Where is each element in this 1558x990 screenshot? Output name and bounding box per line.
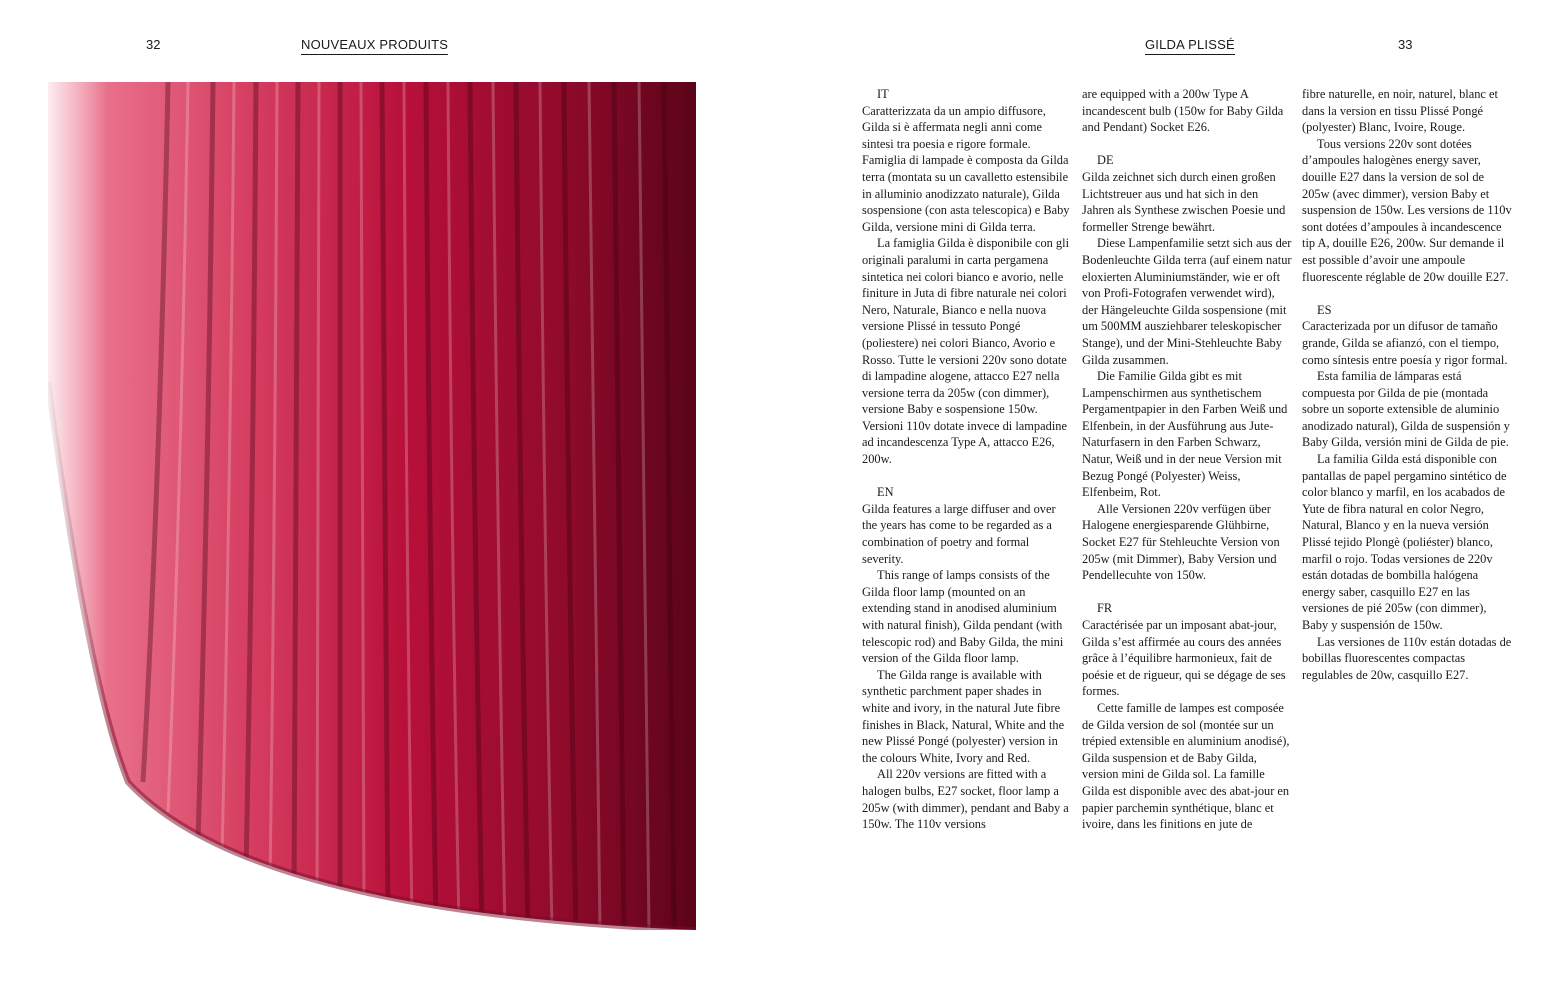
lang-heading-fr: FR: [1097, 601, 1113, 616]
de-paragraph-2: Diese Lampenfamilie setzt sich aus der Bodenleuchte Gilda terra (auf einem natur eloxierten Aluminiumständer, wie er oft von Profi-Fotografen verwendet wird), der Hängeleuchte Gilda sospensione (mit um 500MM ausziehbarer teleskopischer Stange), und der Mini-Stehleuchte Baby Gilda zusammen.: [1082, 236, 1292, 367]
page-number-left: 32: [146, 37, 161, 52]
fr-paragraph-2: Cette famille de lampes est composée de Gilda version de sol (montée sur un trépied extensible en aluminium anodisé), Gilda suspension et de Baby Gilda, version mini de Gilda sol. La famille Gilda est disponible avec des abat-jour en papier parchemin synthétique, blanc et ivoire, dans les finitions en jute de: [1082, 700, 1290, 832]
lang-heading-en: EN: [877, 485, 894, 500]
lang-heading-es: ES: [1317, 302, 1332, 317]
lampshade-photo: [48, 82, 696, 930]
section-title-left: NOUVEAUX PRODUITS: [301, 37, 448, 55]
es-paragraph-3: La familia Gilda está disponible con pantallas de papel pergamino sintético de color blanco y marfil, en los acabados de Yute de fibra natural en color Negro, Natural, Blanco y en la nueva versión Plissé tejido Plongè (poliéster) blanco, marfil o rojo. Todas versiones de 220v están dotadas de bombilla halógena energy saber, casquillo E27 en las versiones de pié 205w (con dimmer), Baby y suspensión de 150w.: [1302, 452, 1507, 632]
fr-paragraph-1: Caractérisée par un imposant abat-jour, Gilda s’est affirmée au cours des années grâce à l’équilibre harmonieux, fait de poésie et de rigueur, qui se dégage de ses formes.: [1082, 618, 1286, 699]
text-column-3: [1302, 86, 1512, 683]
en-paragraph-1: Gilda features a large diffuser and over the years has come to be regarded as a combination of poetry and formal severity.: [862, 501, 1056, 566]
text-column-2: [1082, 86, 1292, 833]
fr-paragraph-2-cont: fibre naturelle, en noir, naturel, blanc et dans la version en tissu Plissé Pongé (polyester) Blanc, Ivoire, Rouge.: [1302, 87, 1498, 135]
de-paragraph-1: Gilda zeichnet sich durch einen großen Lichtstreuer aus und hat sich in den Jahren als Synthese zwischen Poesie und formeller Strenge bewährt.: [1082, 169, 1286, 234]
en-paragraph-4: All 220v versions are fitted with a halogen bulbs, E27 socket, floor lamp a 205w (with dimmer), pendant and Baby a 150w. The 110v versions: [862, 767, 1069, 832]
en-paragraph-3: The Gilda range is available with synthetic parchment paper shades in white and ivory, in the natural Jute fibre finishes in Black, Natural, White and the new Plissé Pongé (polyester) version in the colours White, Ivory and Red.: [862, 667, 1065, 765]
page-number-right: 33: [1398, 37, 1413, 52]
text-column-1: [862, 86, 1072, 833]
lang-heading-de: DE: [1097, 153, 1114, 168]
en-paragraph-4-cont: are equipped with a 200w Type A incandescent bulb (150w for Baby Gilda and Pendant) Socket E26.: [1082, 87, 1284, 135]
it-paragraph-2: La famiglia Gilda è disponibile con gli originali paralumi in carta pergamena sintetica nei colori bianco e avorio, nelle finiture in Juta di fibre naturale nei colori Nero, Naturale, Bianco e nella nuova versione Plissé in tessuto Pongé (poliestere) nei colori Bianco, Avorio e Rosso. Tutte le versioni 220v sono dotate di lampadine alogene, attacco E27 nella versione terra da 205w (con dimmer), versione Baby e sospensione 150w. Versioni 110v dotate invece di lampadine ad incandescenza Type A, attacco E26, 200w.: [862, 236, 1070, 467]
fr-paragraph-3: Tous versions 220v sont dotées d’ampoules halogènes energy saver, douille E27 dans la version de sol de 205w (avec dimmer), version Baby et suspension de 150w. Les versions de 110v sont dotées d’ampoules à incandescence tip A, douille E26, 200w. Sur demande il est possible d’avoir une ampoule fluorescente réglable de 20w douille E27.: [1302, 136, 1512, 284]
lampshade-pleats: [48, 82, 696, 930]
it-paragraph-1: Caratterizzata da un ampio diffusore, Gilda si è affermata negli anni come sintesi tra poesia e rigore formale. Famiglia di lampade è composta da Gilda terra (montata su un cavalletto estensibile in alluminio anodizzato naturale), Gilda sospensione (con asta telescopica) e Baby Gilda, versione mini di Gilda terra.: [862, 103, 1070, 234]
es-paragraph-1: Caracterizada por un difusor de tamaño grande, Gilda se afianzó, con el tiempo, como síntesis entre poesía y rigor formal.: [1302, 319, 1508, 367]
es-paragraph-2: Esta familia de lámparas está compuesta por Gilda de pie (montada sobre un soporte extensible de aluminio anodizado natural), Gilda de suspensión y Baby Gilda, versión mini de Gilda de pie.: [1302, 369, 1510, 450]
section-title-right: GILDA PLISSÉ: [1145, 37, 1235, 55]
de-paragraph-4: Alle Versionen 220v verfügen über Halogene energiesparende Glühbirne, Socket E27 für Stehleuchte Version von 205w (mit Dimmer), Baby Version und Pendellecuhte von 150w.: [1082, 501, 1280, 583]
lang-heading-it: IT: [877, 87, 889, 101]
en-paragraph-2: This range of lamps consists of the Gilda floor lamp (mounted on an extending stand in anodised aluminium with natural finish), Gilda pendant (with telescopic rod) and Baby Gilda, the mini version of the Gilda floor lamp.: [862, 568, 1064, 666]
es-paragraph-4: Las versiones de 110v están dotadas de bobillas fluorescentes compactas regulables de 20w, casquillo E27.: [1302, 634, 1512, 682]
de-paragraph-3: Die Familie Gilda gibt es mit Lampenschirmen aus synthetischem Pergamentpapier in den Farben Weiß und Elfenbein, in der Ausführung aus Jute-Naturfasern in den Farben Schwarz, Natur, Weiß und in der neue Version mit Bezug Pongé (Polyester) Weiss, Elfenbeim, Rot.: [1082, 369, 1288, 500]
